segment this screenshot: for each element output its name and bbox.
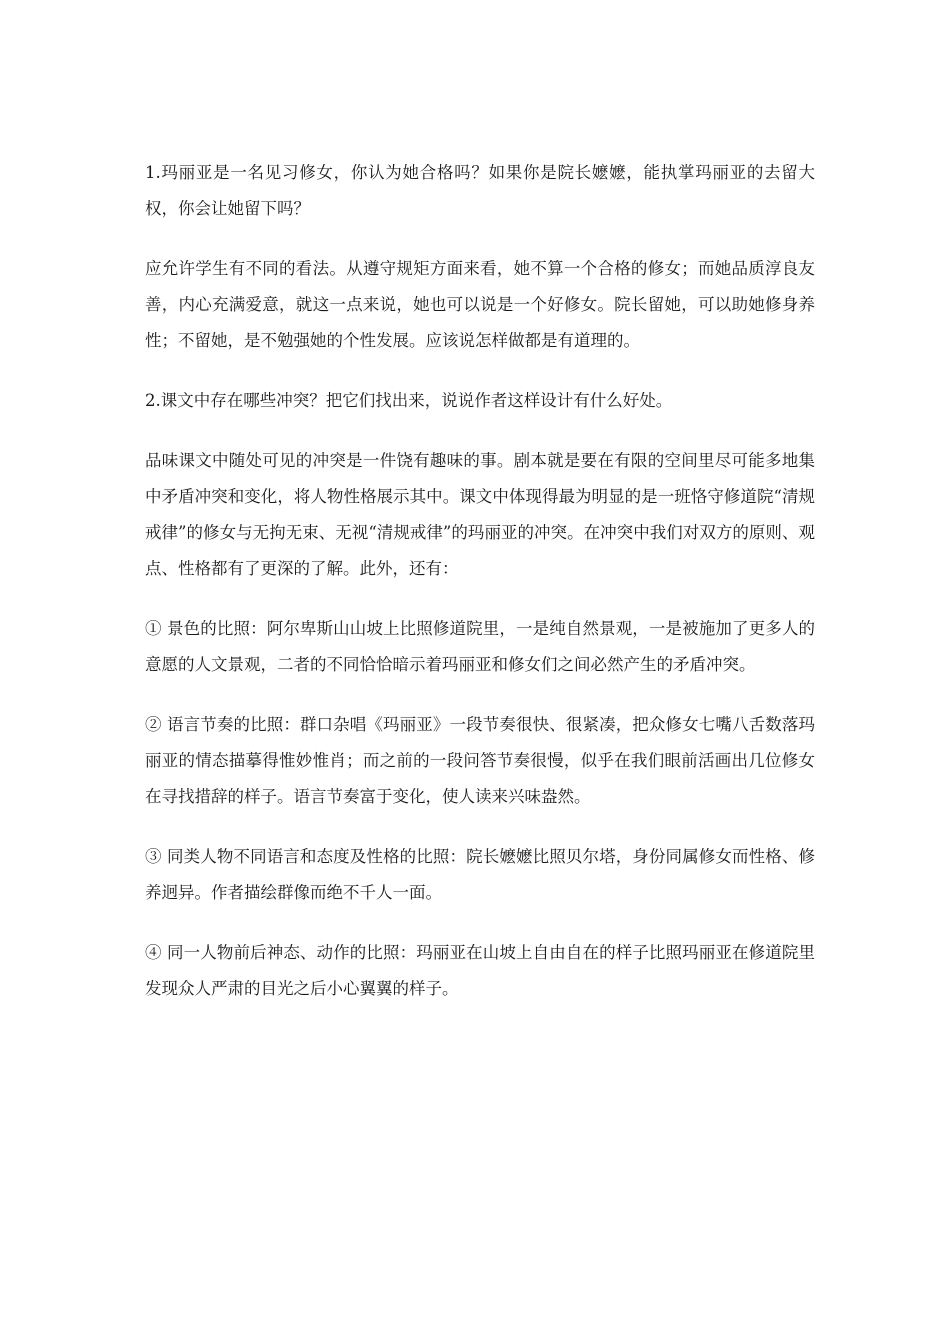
question-1: 1.玛丽亚是一名见习修女，你认为她合格吗？如果你是院长嬷嬷，能执掌玛丽亚的去留大权，你会让她留下吗？ <box>145 163 815 218</box>
document-body <box>145 155 815 1031</box>
answer-1: 应允许学生有不同的看法。从遵守规矩方面来看，她不算一个合格的修女；而她品质淳良友善，内心充满爱意，就这一点来说，她也可以说是一个好修女。院长留她，可以助她修身养性；不留她，是不勉强她的个性发展。应该说怎样做都是有道理的。 <box>145 259 815 350</box>
answer-2-intro: 品味课文中随处可见的冲突是一件饶有趣味的事。剧本就是要在有限的空间里尽可能多地集中矛盾冲突和变化，将人物性格展示其中。课文中体现得最为明显的是一班恪守修道院“清规戒律”的修女与无拘无束、无视“清规戒律”的玛丽亚的冲突。在冲突中我们对双方的原则、观点、性格都有了更深的了解。此外，还有： <box>145 451 815 578</box>
answer-2-point-3: ③ 同类人物不同语言和态度及性格的比照：院长嬷嬷比照贝尔塔，身份同属修女而性格、修养迥异。作者描绘群像而绝不千人一面。 <box>145 847 815 902</box>
question-2: 2.课文中存在哪些冲突？把它们找出来，说说作者这样设计有什么好处。 <box>145 391 673 410</box>
answer-2-point-4: ④ 同一人物前后神态、动作的比照：玛丽亚在山坡上自由自在的样子比照玛丽亚在修道院里发现众人严肃的目光之后小心翼翼的样子。 <box>145 943 815 998</box>
answer-2-point-2: ② 语言节奏的比照：群口杂唱《玛丽亚》一段节奏很快、很紧凑，把众修女七嘴八舌数落玛丽亚的情态描摹得惟妙惟肖；而之前的一段问答节奏很慢，似乎在我们眼前活画出几位修女在寻找措辞的样子。语言节奏富于变化，使人读来兴味盎然。 <box>145 715 815 806</box>
answer-2-point-1: ① 景色的比照：阿尔卑斯山山坡上比照修道院里，一是纯自然景观，一是被施加了更多人的意愿的人文景观，二者的不同恰恰暗示着玛丽亚和修女们之间必然产生的矛盾冲突。 <box>145 619 815 674</box>
